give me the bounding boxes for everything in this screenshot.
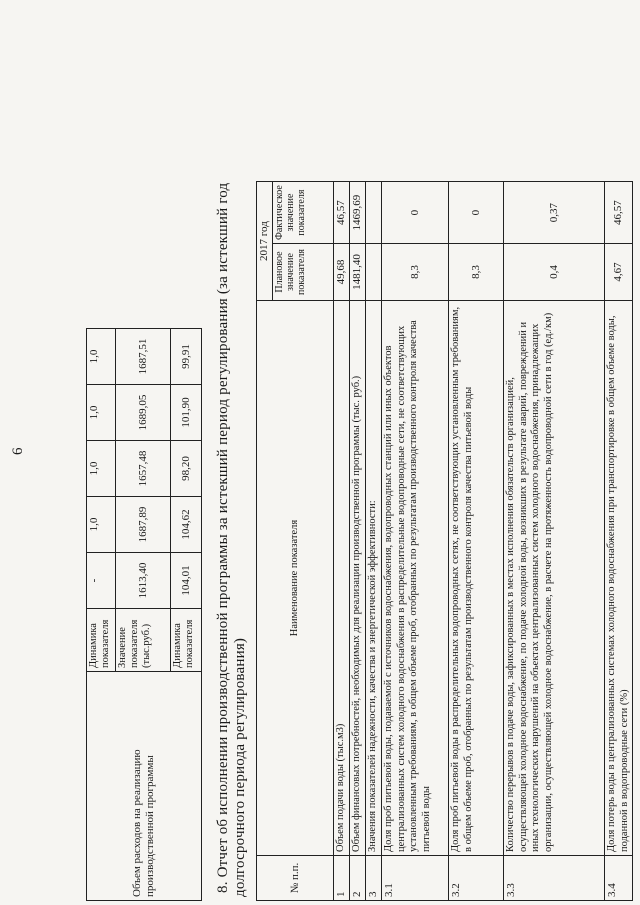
table-cell: 104,62 xyxy=(171,497,202,553)
row-plan: 0,4 xyxy=(504,244,605,301)
row-description: Доля проб питьевой воды, подаваемой с источников водоснабжения, водопроводных станций или иных объектов централизованных систем холодного водоснабжения в распределительные водопроводные сети, не соответствующих установленным требованиям, в общем объеме проб, отобранных по результатам производственного контроля качества питьевой воды xyxy=(382,301,449,856)
row-number: 3 xyxy=(366,856,382,901)
row-plan: 1481,40 xyxy=(350,244,366,301)
table-cell: 104,01 xyxy=(171,553,202,609)
row-fact: 46,57 xyxy=(605,182,633,244)
row-description: Значения показателей надежности, качества и энергетической эффективности: xyxy=(366,301,382,856)
row-plan xyxy=(366,244,382,301)
section-heading-line1: 8. Отчет об исполнении производственной программы за истекший период регулирования (за истекший год xyxy=(215,182,231,893)
row-label: Динамика показателя xyxy=(87,609,116,672)
header-fact: Фактическое значение показателя xyxy=(273,182,334,244)
table-cell: 99,91 xyxy=(171,329,202,385)
row-plan: 4,67 xyxy=(605,244,633,301)
row-fact: 0,37 xyxy=(504,182,605,244)
page-number: 6 xyxy=(10,447,26,455)
header-no: № п.п. xyxy=(257,856,334,901)
expenses-row-label: Объем расходов на реализацию производственной программы xyxy=(87,672,202,901)
table-header-row xyxy=(257,182,273,901)
table-row xyxy=(449,182,504,901)
table-row xyxy=(605,182,633,901)
row-number: 3.2 xyxy=(449,856,504,901)
table-row xyxy=(350,182,366,901)
table-row xyxy=(382,182,449,901)
section-heading-line2: долгосрочного периода регулирования) xyxy=(232,637,248,897)
table-cell: 1689,05 xyxy=(116,385,171,441)
row-fact: 46,57 xyxy=(334,182,350,244)
table-row xyxy=(334,182,350,901)
row-fact xyxy=(366,182,382,244)
header-name: Наименование показателя xyxy=(257,301,334,856)
row-plan: 49,68 xyxy=(334,244,350,301)
section-heading xyxy=(215,13,249,897)
table-row xyxy=(504,182,605,901)
table-cell: 1,0 xyxy=(87,329,116,385)
header-plan: Плановое значение показателя xyxy=(273,244,334,301)
expenses-table xyxy=(86,328,202,901)
row-fact: 0 xyxy=(449,182,504,244)
row-label: Динамика показателя xyxy=(171,609,202,672)
row-fact: 1469,69 xyxy=(350,182,366,244)
row-label: Значение показателя (тыс.руб.) xyxy=(116,609,171,672)
row-description: Доля проб питьевой воды в распределительных водопроводных сетях, не соответствующих установленным требованиям, в общем объеме проб, отобранных по результатам производственного контроля качества питьевой воды xyxy=(449,301,504,856)
row-description: Объем подачи воды (тыс.м3) xyxy=(334,301,350,856)
table-row xyxy=(366,182,382,901)
row-fact: 0 xyxy=(382,182,449,244)
table-cell: 101,90 xyxy=(171,385,202,441)
report-table xyxy=(256,181,633,901)
row-number: 3.1 xyxy=(382,856,449,901)
row-plan: 8,3 xyxy=(382,244,449,301)
table-cell: 1613,40 xyxy=(116,553,171,609)
row-description: Объем финансовых потребностей, необходимых для реализации производственной программы (тыс. руб.) xyxy=(350,301,366,856)
table-cell: 98,20 xyxy=(171,441,202,497)
table-cell: 1,0 xyxy=(87,497,116,553)
table-cell: - xyxy=(87,553,116,609)
row-description: Доля потерь воды в централизованных системах холодного водоснабжения при транспортировке в общем объеме воды, поданной в водопроводные сети (%) xyxy=(605,301,633,856)
table-cell: 1687,51 xyxy=(116,329,171,385)
row-number: 1 xyxy=(334,856,350,901)
table-cell: 1,0 xyxy=(87,385,116,441)
row-number: 3.3 xyxy=(504,856,605,901)
table-row xyxy=(87,329,116,901)
row-description: Количество перерывов в подаче воды, зафиксированных в местах исполнения обязательств организацией, осуществляющей холодное водоснабжение, по подаче холодной воды, возникших в результате аварий, повреждений и иных технологических нарушений на объектах централизованных систем холодного водоснабжения, принадлежащих организации, осуществляющей холодное водоснабжение, в расчете на протяженность водопроводной сети в год (ед./км) xyxy=(504,301,605,856)
row-number: 3.4 xyxy=(605,856,633,901)
table-cell: 1,0 xyxy=(87,441,116,497)
row-plan: 8,3 xyxy=(449,244,504,301)
row-number: 2 xyxy=(350,856,366,901)
header-year: 2017 год xyxy=(257,182,273,301)
table-cell: 1657,48 xyxy=(116,441,171,497)
table-cell: 1687,89 xyxy=(116,497,171,553)
